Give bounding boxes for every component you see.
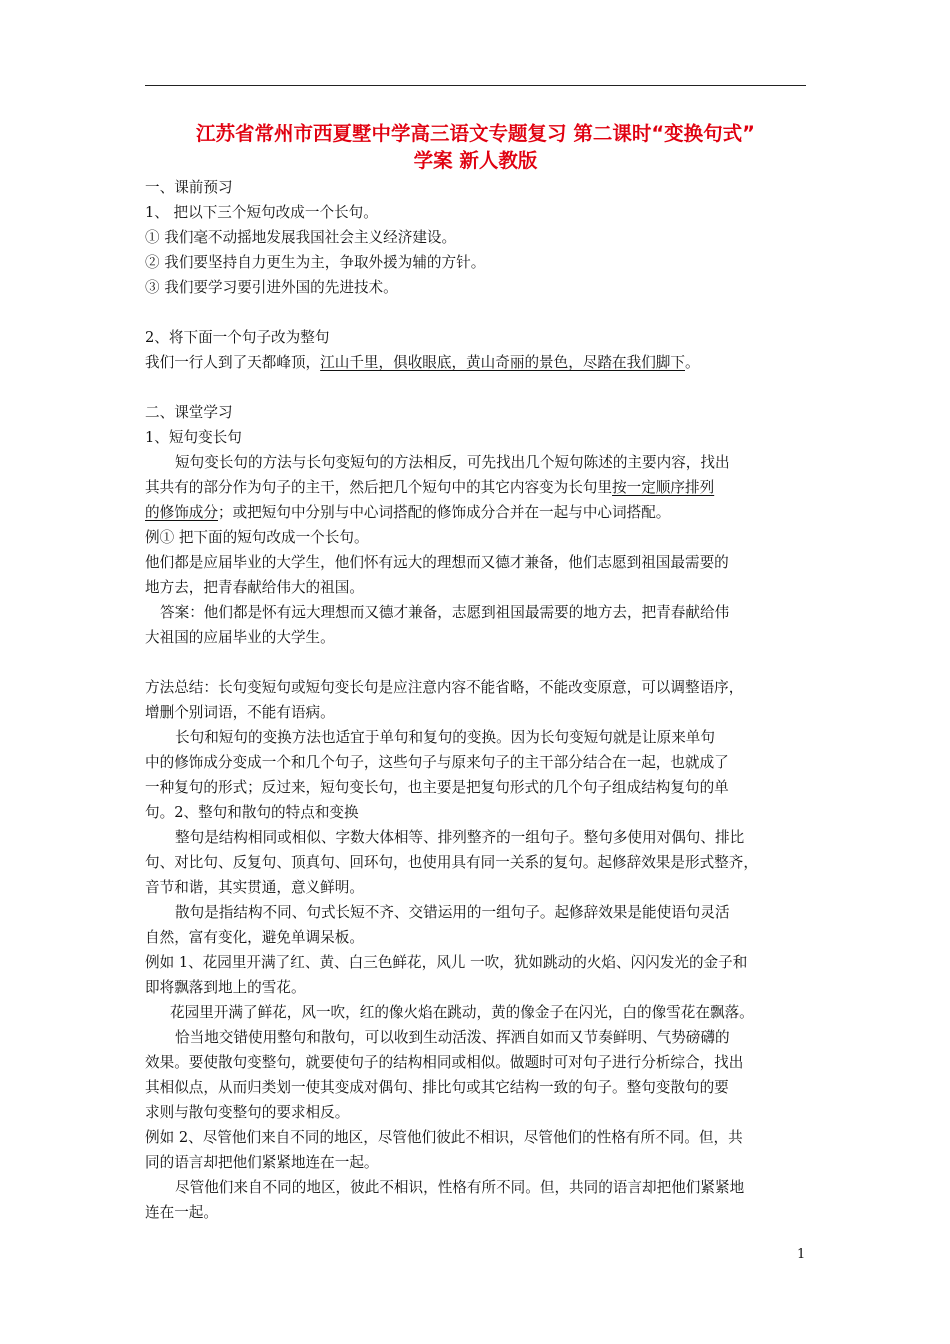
- underlined-phrase: 按一定顺序排列: [612, 479, 715, 496]
- example-1-prompt: 例① 把下面的短句改成一个长句。: [145, 529, 369, 546]
- paragraph-line: [145, 503, 670, 523]
- paragraph-line: 求则与散句变整句的要求相反。: [145, 1104, 350, 1121]
- paragraph-line: 中的修饰成分变成一个和几个句子，这些句子与原来句子的主干部分结合在一起，也就成了: [145, 754, 729, 771]
- paragraph-line: 自然，富有变化，避免单调呆板。: [145, 929, 364, 946]
- paragraph-line: 其相似点，从而归类划一使其变成对偶句、排比句或其它结构一致的句子。整句变散句的要: [145, 1079, 729, 1096]
- header-rule: [145, 85, 806, 86]
- example-3-rewrite: 尽管他们来自不同的地区，彼此不相识，性格有所不同。但，共同的语言却把他们紧紧地: [175, 1179, 745, 1196]
- text-run: 。: [685, 354, 700, 371]
- document-title-line-1: 江苏省常州市西夏墅中学高三语文专题复习 第二课时“变换句式”: [196, 122, 755, 145]
- paragraph-line: 恰当地交错使用整句和散句，可以收到生动活泼、挥洒自如而又节奏鲜明、气势磅礴的: [175, 1029, 730, 1046]
- subheading-short-to-long: 1、短句变长句: [145, 429, 242, 446]
- short-sentence-2: ② 我们要坚持自力更生为主，争取外援为辅的方针。: [145, 254, 486, 271]
- document-title-line-2: 学案 新人教版: [413, 149, 538, 172]
- example-1-text: 地方去，把青春献给伟大的祖国。: [145, 579, 364, 596]
- example-3-rewrite: 连在一起。: [145, 1204, 218, 1221]
- method-summary: 增删个别词语，不能有语病。: [145, 704, 335, 721]
- example-2-text: 即将飘落到地上的雪花。: [145, 979, 306, 996]
- paragraph-line: 一种复句的形式；反过来，短句变长句，也主要是把复句形式的几个句子组成结构复句的单: [145, 779, 729, 796]
- answer-text: 大祖国的应届毕业的大学生。: [145, 629, 335, 646]
- answer-text: 答案：他们都是怀有远大理想而又德才兼备，志愿到祖国最需要的地方去，把青春献给伟: [160, 604, 730, 621]
- example-2-rewrite: 花园里开满了鲜花，风一吹，红的像火焰在跳动，黄的像金子在闪光，白的像雪花在飘落。: [170, 1004, 754, 1021]
- section-heading-classroom: 二、课堂学习: [145, 404, 233, 421]
- paragraph-line: 句、对比句、反复句、顶真句、回环句，也使用具有同一关系的复句。起修辞效果是形式整齐，: [145, 854, 758, 871]
- paragraph-line: 短句变长句的方法与长句变短句的方法相反，可先找出几个短句陈述的主要内容，找出: [175, 454, 730, 471]
- page-number: 1: [797, 1247, 806, 1262]
- exercise-2-prompt: 2、将下面一个句子改为整句: [145, 329, 330, 346]
- text-run: 其共有的部分作为句子的主干，然后把几个短句中的其它内容变为长句里: [145, 479, 613, 496]
- exercise-2-sentence: [145, 353, 700, 373]
- paragraph-line: 散句是指结构不同、句式长短不齐、交错运用的一组句子。起修辞效果是能使语句灵活: [175, 904, 730, 921]
- text-run: ；或把短句中分别与中心词搭配的修饰成分合并在一起与中心词搭配。: [217, 504, 671, 521]
- example-1-text: 他们都是应届毕业的大学生，他们怀有远大的理想而又德才兼备，他们志愿到祖国最需要的: [145, 554, 729, 571]
- short-sentence-1: ① 我们毫不动摇地发展我国社会主义经济建设。: [145, 229, 457, 246]
- section-heading-preview: 一、课前预习: [145, 179, 233, 196]
- example-2-text: 例如 1、花园里开满了红、黄、白三色鲜花，风儿 一吹，犹如跳动的火焰、闪闪发光的金子和: [145, 954, 748, 971]
- method-summary: 方法总结：长句变短句或短句变长句是应注意内容不能省略，不能改变原意，可以调整语序，: [145, 679, 744, 696]
- paragraph-line: 句。2、整句和散句的特点和变换: [145, 804, 359, 821]
- underlined-phrase: 江山千里，俱收眼底，黄山奇丽的景色，尽踏在我们脚下: [320, 354, 685, 371]
- example-3-text: 例如 2、尽管他们来自不同的地区，尽管他们彼此不相识，尽管他们的性格有所不同。但，共: [145, 1129, 743, 1146]
- paragraph-line: 效果。要使散句变整句，就要使句子的结构相同或相似。做题时可对句子进行分析综合，找出: [145, 1054, 744, 1071]
- exercise-1-prompt: 1、 把以下三个短句改成一个长句。: [145, 204, 378, 221]
- paragraph-line: 音节和谐，其实贯通，意义鲜明。: [145, 879, 364, 896]
- paragraph-line: 长句和短句的变换方法也适宜于单句和复句的变换。因为长句变短句就是让原来单句: [175, 729, 715, 746]
- text-run: 我们一行人到了天都峰顶，: [145, 354, 321, 371]
- paragraph-line: [145, 478, 714, 498]
- short-sentence-3: ③ 我们要学习要引进外国的先进技术。: [145, 279, 398, 296]
- example-3-text: 同的语言却把他们紧紧地连在一起。: [145, 1154, 379, 1171]
- underlined-phrase: 的修饰成分: [145, 504, 218, 521]
- paragraph-line: 整句是结构相同或相似、字数大体相等、排列整齐的一组句子。整句多使用对偶句、排比: [175, 829, 745, 846]
